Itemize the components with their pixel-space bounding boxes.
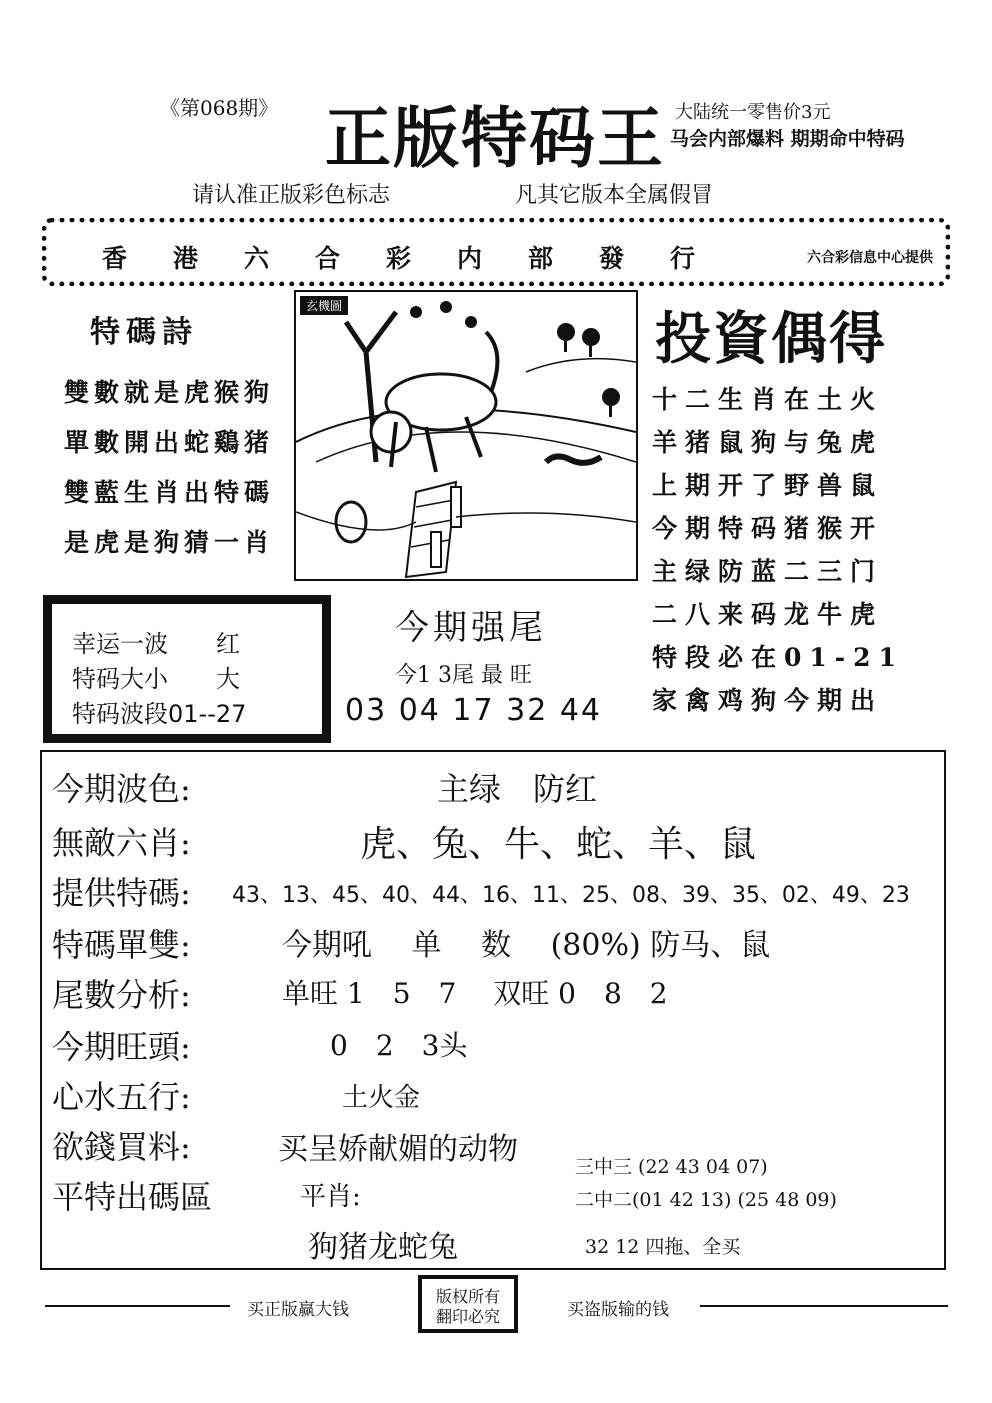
price-note: 大陆统一零售价3元 bbox=[675, 102, 831, 123]
invest-line: 上期开了野兽鼠 bbox=[652, 471, 884, 500]
six-zodiac-value: 虎、兔、牛、蛇、羊、鼠 bbox=[360, 824, 757, 865]
tail-analysis-value: 单旺 1 5 7 双旺 0 8 2 bbox=[282, 977, 668, 1010]
invest-line: 特段必在01-21 bbox=[652, 643, 904, 672]
prediction-table bbox=[40, 750, 946, 1270]
odd-even-value: 今期吼 单 数 (80%) 防马、鼠 bbox=[282, 928, 771, 963]
invest-title: 投資偶得 bbox=[655, 306, 887, 372]
strong-tail-title: 今期强尾 bbox=[395, 608, 547, 648]
wave-color-value: 主绿 防红 bbox=[437, 770, 598, 808]
invest-line: 主绿防蓝二三门 bbox=[652, 557, 884, 586]
lucky-wave: 幸运一波 红 bbox=[72, 630, 240, 658]
lucky-range: 特码波段01--27 bbox=[72, 700, 247, 728]
buy-info-value: 买呈娇献媚的动物 bbox=[278, 1132, 518, 1167]
lucky-size: 特码大小 大 bbox=[72, 665, 240, 693]
flat-code-label: 平特出碼區 bbox=[52, 1178, 213, 1216]
page-title: 正版特码王 bbox=[325, 99, 665, 177]
banner-provider: 六合彩信息中心提供 bbox=[807, 250, 933, 266]
flat-zodiac-label: 平肖: bbox=[300, 1182, 361, 1212]
five-elements-value: 土火金 bbox=[342, 1083, 421, 1113]
footer-left-text: 买正版赢大钱 bbox=[247, 1300, 349, 1320]
invest-line: 二八来码龙牛虎 bbox=[652, 600, 884, 629]
flat-zodiac-value: 狗猪龙蛇兔 bbox=[308, 1230, 458, 1265]
drag-combo: 32 12 四拖、全买 bbox=[585, 1236, 741, 1258]
strong-tail-numbers: 03 04 17 32 44 bbox=[345, 693, 603, 728]
copyright-line1: 版权所有 bbox=[435, 1287, 500, 1306]
hot-head-label: 今期旺頭: bbox=[52, 1028, 191, 1066]
strong-tail-today: 今1 3尾 最 旺 bbox=[395, 663, 532, 688]
hot-head-value: 0 2 3头 bbox=[330, 1029, 468, 1062]
buy-info-label: 欲錢買料: bbox=[52, 1128, 191, 1166]
poem-line: 單數開出蛇鷄猪 bbox=[64, 428, 275, 457]
invest-line: 羊猪鼠狗与兔虎 bbox=[652, 428, 884, 457]
footer-divider-right bbox=[700, 1305, 948, 1307]
special-code-value: 43、13、45、40、44、16、11、25、08、39、35、02、49、23 bbox=[232, 883, 910, 908]
riddle-picture bbox=[294, 290, 638, 581]
copyright-stamp bbox=[418, 1275, 518, 1333]
issuer-banner bbox=[42, 218, 950, 286]
authentic-notice: 请认准正版彩色标志 bbox=[192, 183, 391, 208]
tail-analysis-label: 尾數分析: bbox=[52, 976, 191, 1014]
poem-title: 特碼詩 bbox=[90, 315, 198, 350]
poem-line: 雙數就是虎猴狗 bbox=[64, 378, 275, 407]
six-zodiac-label: 無敵六肖: bbox=[52, 824, 191, 862]
banner-title: 香港六合彩内部發行 bbox=[102, 244, 742, 273]
special-code-label: 提供特碼: bbox=[52, 874, 191, 912]
odd-even-label: 特碼單雙: bbox=[52, 926, 191, 964]
invest-line: 家禽鸡狗今期出 bbox=[652, 686, 884, 715]
footer-right-text: 买盗版输的钱 bbox=[567, 1300, 669, 1320]
tagline: 马会内部爆料 期期命中特码 bbox=[670, 128, 905, 150]
copyright-line2: 翻印必究 bbox=[435, 1307, 500, 1326]
picture-tag: 玄機圖 bbox=[300, 296, 348, 315]
lucky-box bbox=[43, 595, 331, 743]
three-of-three: 三中三 (22 43 04 07) bbox=[575, 1156, 768, 1178]
fake-notice: 凡其它版本全属假冒 bbox=[515, 183, 714, 208]
issue-number: 《第068期》 bbox=[160, 96, 279, 120]
five-elements-label: 心水五行: bbox=[52, 1078, 191, 1116]
invest-line: 十二生肖在土火 bbox=[652, 385, 884, 414]
invest-line: 今期特码猪猴开 bbox=[652, 514, 884, 543]
tiger-illustration bbox=[296, 292, 636, 579]
poem-line: 是虎是狗猜一肖 bbox=[64, 528, 275, 557]
footer-divider-left bbox=[45, 1305, 230, 1307]
two-of-two: 二中二(01 42 13) (25 48 09) bbox=[575, 1189, 837, 1211]
wave-color-label: 今期波色: bbox=[52, 770, 191, 808]
poem-line: 雙藍生肖出特碼 bbox=[64, 478, 275, 507]
